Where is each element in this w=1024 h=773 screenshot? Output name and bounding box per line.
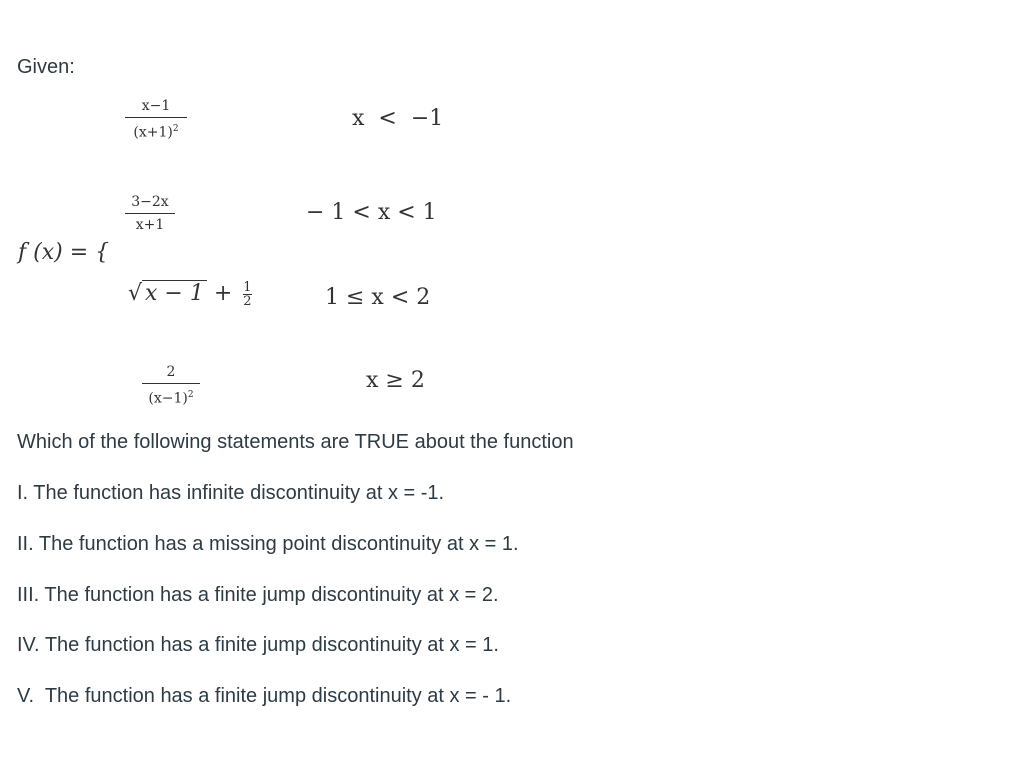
statement-5: V. The function has a finite jump discontinuity at x = - 1. [17,685,512,707]
statement-3: III. The function has a finite jump discontinuity at x = 2. [17,584,499,606]
piece-4-condition: x ≥ 2 [366,368,425,393]
piece-2-fraction [125,194,175,233]
sqrt-icon: √ [128,281,143,306]
given-label: Given: [17,56,75,78]
statement-2: II. The function has a missing point discontinuity at x = 1. [17,533,519,555]
piece-4-denominator: $(x-1)^2$ [148,390,194,407]
piece-1-condition: x < −1 [352,106,444,131]
statement-1: I. The function has infinite discontinuity at x = -1. [17,482,445,504]
piece-3-radicand: x − 1 [142,280,207,306]
fraction-bar [125,117,187,118]
piece-3-half: $\frac{1}{2}$ [243,279,252,309]
question-text: Which of the following statements are TRUE about the function [17,431,574,453]
fraction-bar [142,383,200,384]
piece-1-denominator: $(x+1)^2$ [133,124,179,141]
piece-1-fraction [125,98,187,141]
piece-4-fraction [142,364,200,407]
piece-3-plus: + [213,281,233,306]
piece-3-condition: 1 ≤ x < 2 [325,285,431,310]
piece-1-numerator: x−1 [141,98,171,114]
statement-4: IV. The function has a finite jump discontinuity at x = 1. [17,634,499,656]
piece-3-expression [128,280,252,308]
piece-4-numerator: 2 [166,364,176,380]
piece-2-denominator: x+1 [135,217,165,233]
function-lhs: f (x) = { [18,240,110,265]
piece-2-condition: − 1 < x < 1 [306,200,437,225]
fraction-bar [125,213,175,214]
piece-2-numerator: 3−2x [131,194,169,210]
